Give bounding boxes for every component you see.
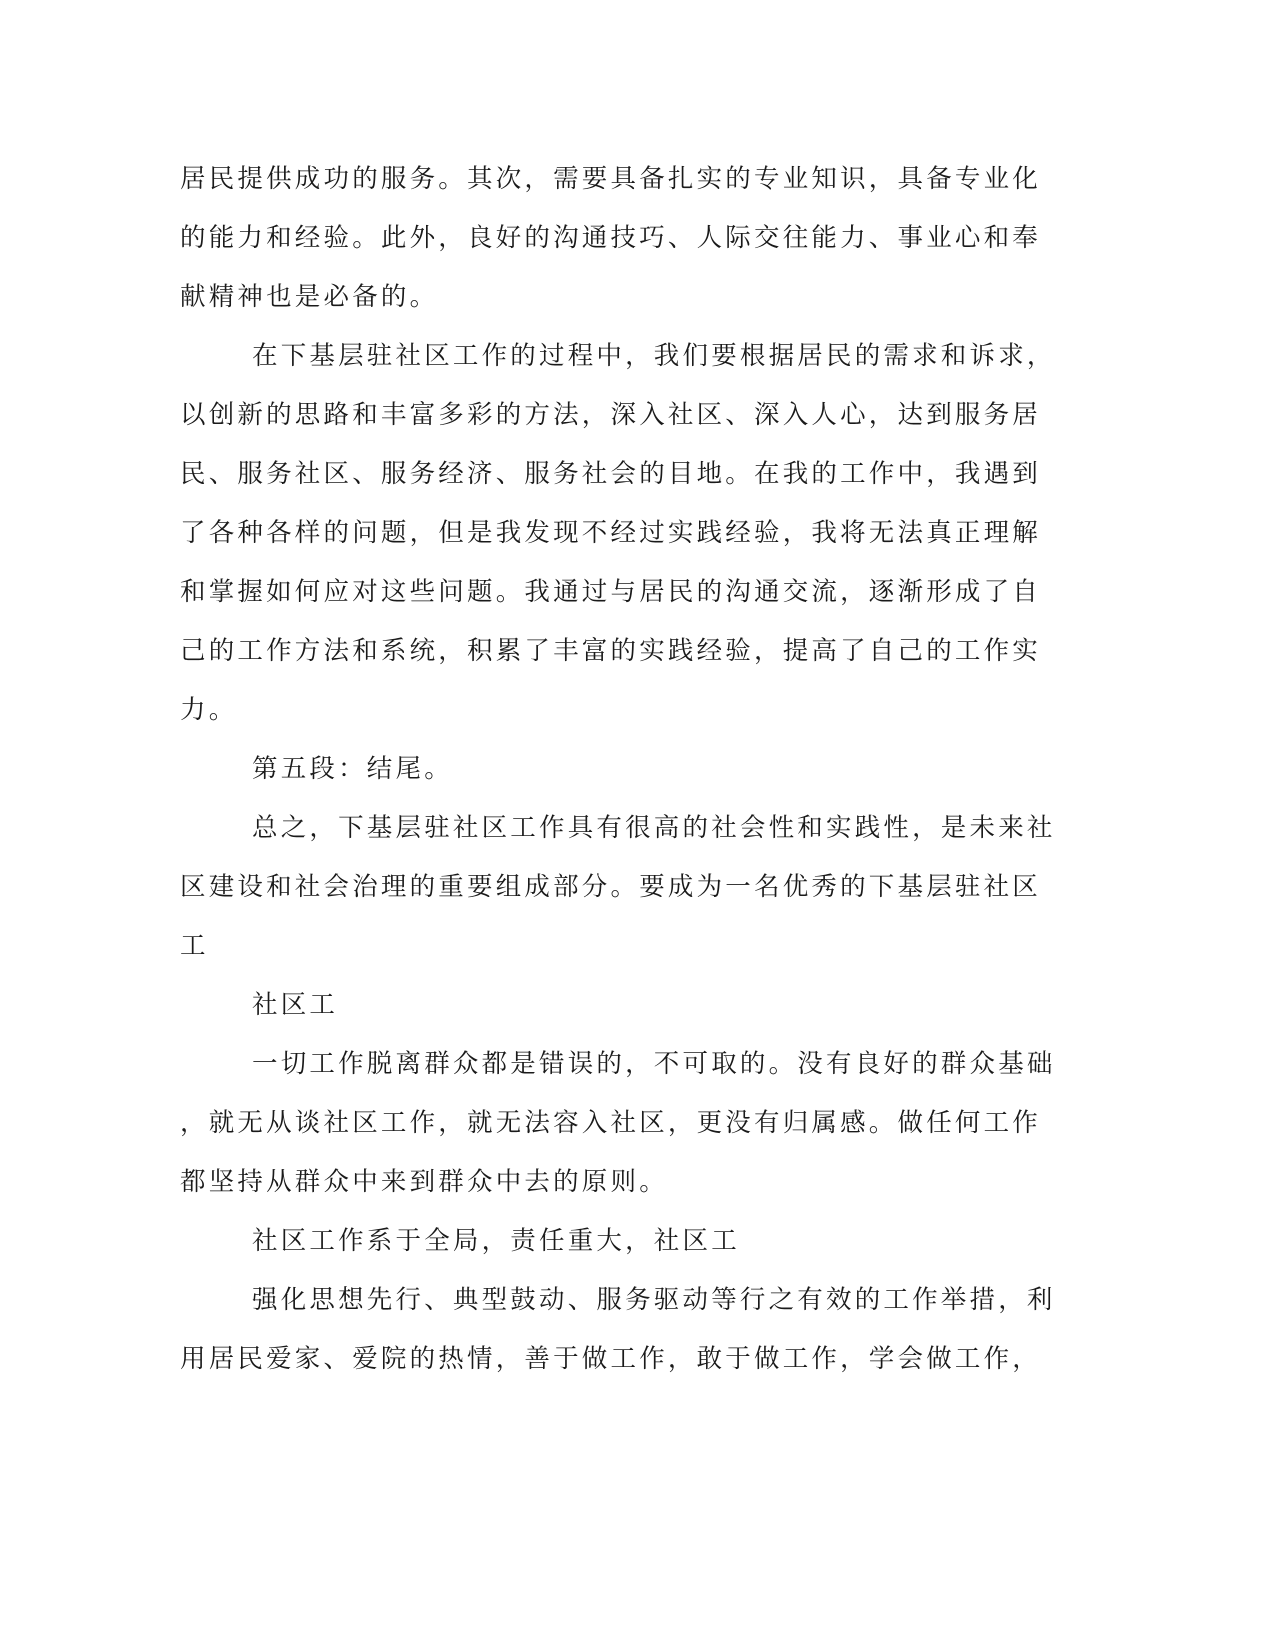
text-line: 以创新的思路和丰富多彩的方法，深入社区、深入人心，达到服务居 [180,400,1042,430]
text-line: ，就无从谈社区工作，就无法容入社区，更没有归属感。做任何工作 [180,1108,1042,1138]
section-heading: 第五段：结尾。 [252,754,453,784]
text-line: 了各种各样的问题，但是我发现不经过实践经验，我将无法真正理解 [180,518,1042,548]
document-page [180,150,1056,1389]
text-line: 一切工作脱离群众都是错误的，不可取的。没有良好的群众基础 [252,1049,1056,1079]
text-line: 社区工作系于全局，责任重大，社区工 [252,1226,740,1256]
text-line: 总之，下基层驻社区工作具有很高的社会性和实践性，是未来社 [252,813,1056,843]
text-line: 力。 [180,695,238,725]
text-line: 都坚持从群众中来到群众中去的原则。 [180,1167,668,1197]
text-line: 区建设和社会治理的重要组成部分。要成为一名优秀的下基层驻社区 [180,872,1042,902]
text-line: 民、服务社区、服务经济、服务社会的目地。在我的工作中，我遇到 [180,459,1042,489]
text-line: 和掌握如何应对这些问题。我通过与居民的沟通交流，逐渐形成了自 [180,577,1042,607]
text-line: 强化思想先行、典型鼓动、服务驱动等行之有效的工作举措，利 [252,1285,1056,1315]
text-line: 社区工 [252,990,339,1020]
text-line: 在下基层驻社区工作的过程中，我们要根据居民的需求和诉求， [252,341,1056,371]
text-line: 己的工作方法和系统，积累了丰富的实践经验，提高了自己的工作实 [180,636,1042,666]
text-line: 工 [180,931,209,961]
text-line: 居民提供成功的服务。其次，需要具备扎实的专业知识，具备专业化 [180,164,1042,194]
text-line: 的能力和经验。此外，良好的沟通技巧、人际交往能力、事业心和奉 [180,223,1042,253]
text-line: 用居民爱家、爱院的热情，善于做工作，敢于做工作，学会做工作， [180,1344,1042,1374]
text-line: 献精神也是必备的。 [180,282,439,312]
